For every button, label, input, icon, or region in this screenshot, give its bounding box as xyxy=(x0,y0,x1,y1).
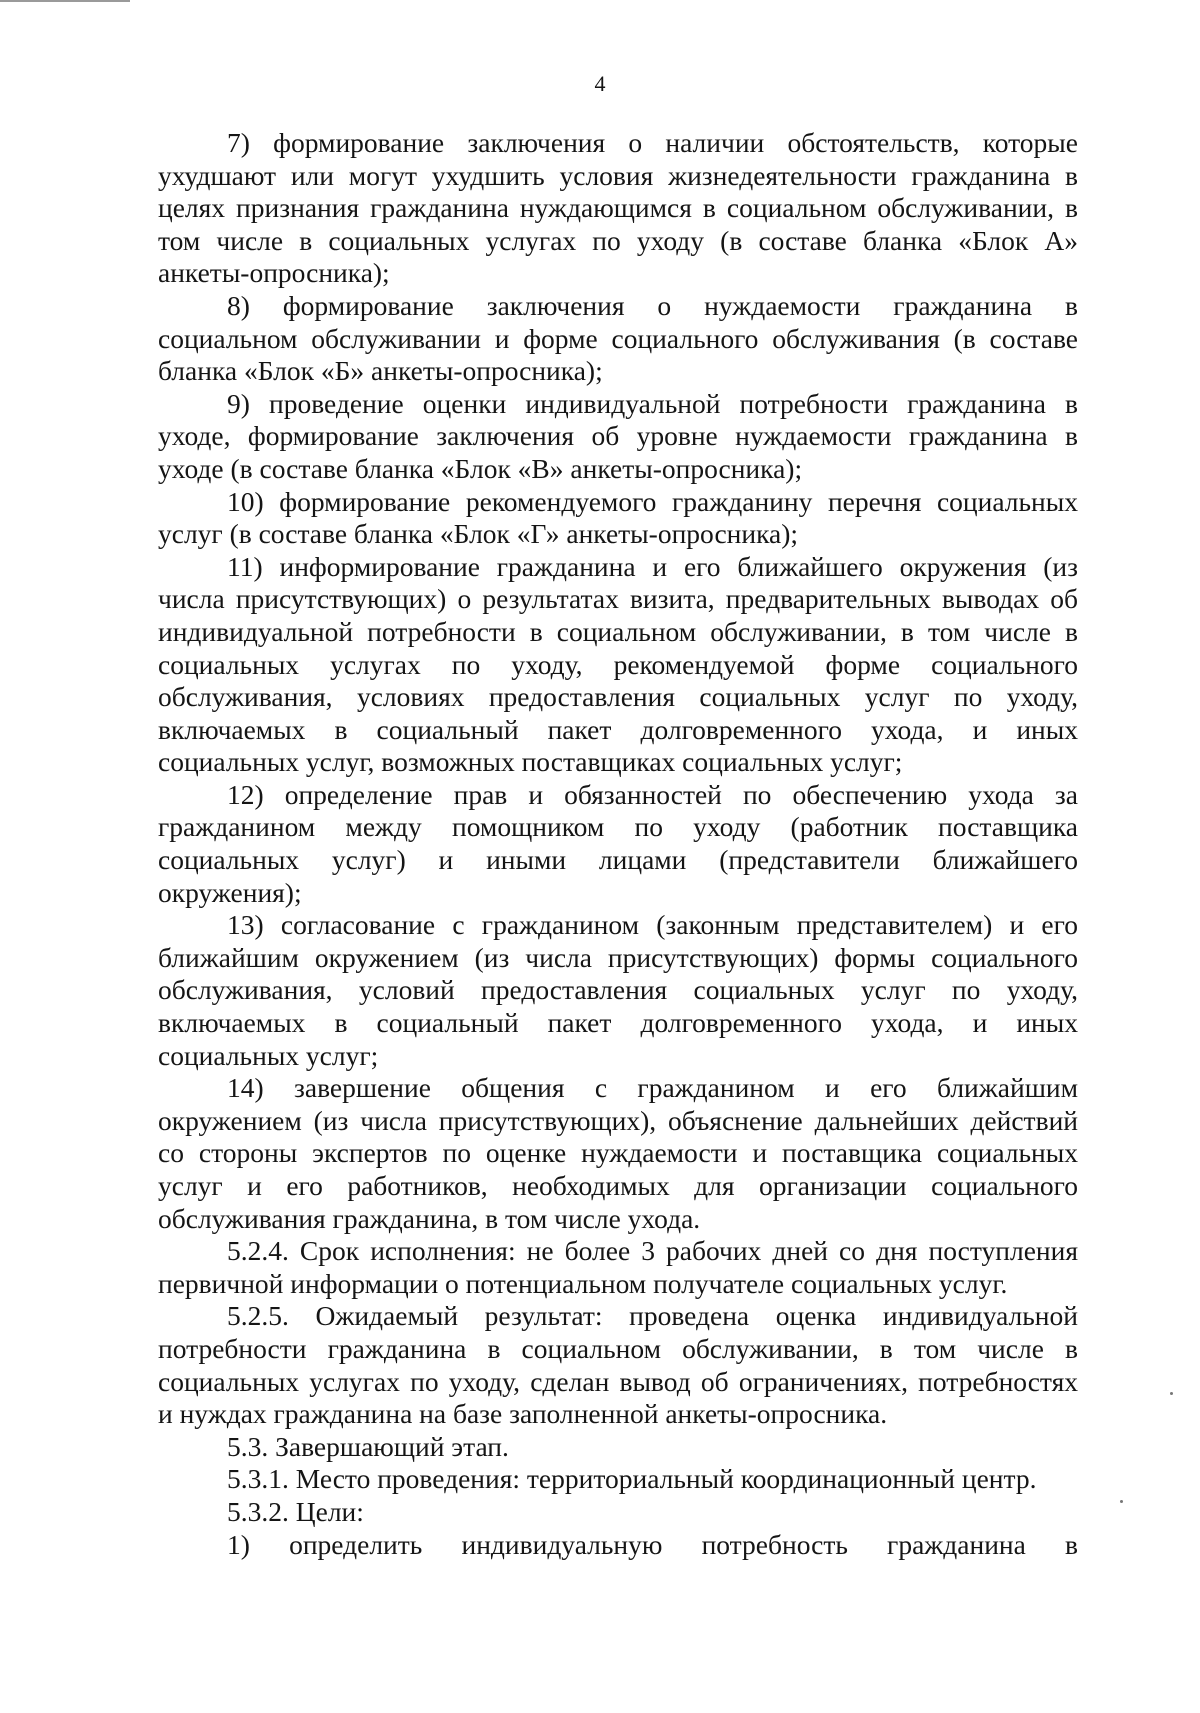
text-line: со стороны экспертов по оценке нуждаемости и поставщика социальных xyxy=(158,1137,1078,1169)
text-line: социальном обслуживании и форме социального обслуживания (в составе xyxy=(158,322,1078,354)
text-line: 11) информирование гражданина и его ближайшего окружения (из xyxy=(227,550,1078,582)
text-line: 13) согласование с гражданином (законным представителем) и его xyxy=(227,909,1078,941)
text-line: 8) формирование заключения о нуждаемости гражданина в xyxy=(227,289,1078,321)
text-line: и нуждах гражданина на базе заполненной анкеты-опросника. xyxy=(158,1398,888,1430)
text-line: потребности гражданина в социальном обслуживании, в том числе в xyxy=(158,1332,1078,1364)
text-line: том числе в социальных услугах по уходу (в составе бланка «Блок А» xyxy=(158,224,1078,256)
text-line: уходе (в составе бланка «Блок «В» анкеты-опросника); xyxy=(158,452,803,484)
text-line: включаемых в социальный пакет долговременного ухода, и иных xyxy=(158,713,1078,745)
text-line: 7) формирование заключения о наличии обстоятельств, которые xyxy=(227,127,1078,158)
text-line: социальных услуг) и иными лицами (представители ближайшего xyxy=(158,844,1078,876)
text-line: обслуживания, условий предоставления социальных услуг по уходу, xyxy=(158,974,1078,1006)
text-line: обслуживания, условиях предоставления социальных услуг по уходу, xyxy=(158,681,1078,713)
text-line: обслуживания гражданина, в том числе ухода. xyxy=(158,1202,701,1234)
text-line: окружением (из числа присутствующих), объяснение дальнейших действий xyxy=(158,1104,1078,1136)
text-line: бланка «Блок «Б» анкеты-опросника); xyxy=(158,355,603,387)
text-line: окружения); xyxy=(158,876,302,908)
scan-speck xyxy=(1120,1500,1123,1503)
text-line: социальных услугах по уходу, сделан вывод об ограничениях, потребностях xyxy=(158,1365,1078,1397)
text-line: 5.3. Завершающий этап. xyxy=(227,1430,509,1462)
text-line: социальных услуг, возможных поставщиках социальных услуг; xyxy=(158,746,903,778)
text-line: 5.2.5. Ожидаемый результат: проведена оценка индивидуальной xyxy=(227,1300,1078,1332)
text-line: услуг (в составе бланка «Блок «Г» анкеты-опросника); xyxy=(158,518,799,550)
text-line: 14) завершение общения с гражданином и его ближайшим xyxy=(227,1072,1078,1104)
text-line: ухудшают или могут ухудшить условия жизнедеятельности гражданина в xyxy=(158,159,1078,191)
text-line: числа присутствующих) о результатах визита, предварительных выводах об xyxy=(158,583,1078,615)
text-line: анкеты-опросника); xyxy=(158,257,390,289)
text-line: ближайшим окружением (из числа присутствующих) формы социального xyxy=(158,941,1078,973)
page-number: 4 xyxy=(594,71,606,96)
text-line: 5.2.4. Срок исполнения: не более 3 рабочих дней со дня поступления xyxy=(227,1235,1078,1267)
scan-speck xyxy=(1170,1392,1173,1395)
text-line: уходе, формирование заключения об уровне нуждаемости гражданина в xyxy=(158,420,1078,452)
text-line: индивидуальной потребности в социальном обслуживании, в том числе в xyxy=(158,615,1078,647)
text-line: целях признания гражданина нуждающимся в социальном обслуживании, в xyxy=(158,192,1078,224)
document-body xyxy=(158,127,1078,1561)
text-line: первичной информации о потенциальном получателе социальных услуг. xyxy=(158,1267,1008,1299)
text-line: 9) проведение оценки индивидуальной потребности гражданина в xyxy=(227,387,1078,419)
scan-edge-mark xyxy=(0,0,130,2)
text-line: 12) определение прав и обязанностей по обеспечению ухода за xyxy=(227,778,1078,810)
text-line: социальных услуг; xyxy=(158,1039,379,1071)
text-line: социальных услугах по уходу, рекомендуемой форме социального xyxy=(158,648,1078,680)
text-line: 1) определить индивидуальную потребность гражданина в xyxy=(227,1528,1078,1560)
text-line: 5.3.2. Цели: xyxy=(227,1495,364,1527)
text-line: включаемых в социальный пакет долговременного ухода, и иных xyxy=(158,1007,1078,1039)
text-line: услуг и его работников, необходимых для организации социального xyxy=(158,1170,1078,1201)
text-line: гражданином между помощником по уходу (работник поставщика xyxy=(158,811,1078,843)
text-line: 5.3.1. Место проведения: территориальный координационный центр. xyxy=(227,1463,1037,1495)
text-line: 10) формирование рекомендуемого гражданину перечня социальных xyxy=(227,485,1078,517)
